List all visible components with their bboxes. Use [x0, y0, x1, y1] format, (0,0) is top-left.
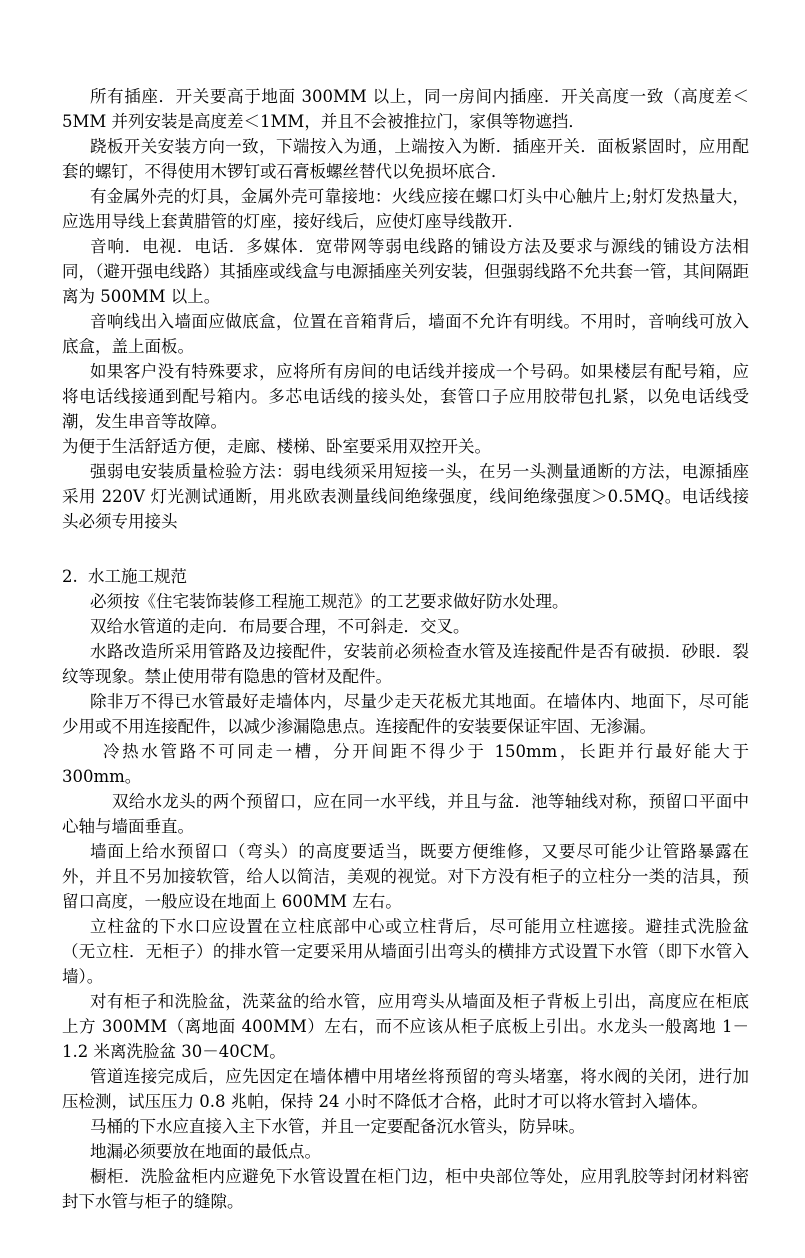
paragraph: 管道连接完成后，应先因定在墙体槽中用堵丝将预留的弯头堵塞，将水阀的关闭，进行加压检测，试压压力 0.8 兆帕，保持 24 小时不降低才合格，此时才可以将水管封入墙体。 — [62, 1067, 749, 1111]
paragraph: 必须按《住宅装饰装修工程施工规范》的工艺要求做好防水处理。 — [90, 592, 569, 611]
paragraph: 墙面上给水预留口（弯头）的高度要适当，既要方便维修，又要尽可能少让管路暴露在外，并且不另加接软管，给人以简洁，美观的视觉。对下方没有柜子的立柱分一类的洁具，预留口高度，一般应设在地面上 600MM 左右。 — [62, 842, 749, 911]
paragraph: 双给水管道的走向．布局要合理，不可斜走．交叉。 — [90, 617, 470, 636]
paragraph: 除非万不得已水管最好走墙体内，尽量少走天花板尤其地面。在墙体内、地面下，尽可能少用或不用连接配件，以减少渗漏隐患点。连接配件的安装要保证牢固、无渗漏。 — [62, 692, 749, 736]
section-number: 2. — [62, 567, 78, 586]
section-heading — [62, 564, 749, 589]
paragraph: 为便于生活舒适方便，走廊、楼梯、卧室要采用双控开关。 — [62, 437, 491, 456]
paragraph: 音响．电视．电话．多媒体．宽带网等弱电线路的铺设方法及要求与源线的铺设方法相同，（避开强电线路）其插座或线盒与电源插座关列安装，但强弱线路不允共套一管，其间隔距离为 500MM 以上。 — [62, 237, 749, 306]
paragraph: 有金属外壳的灯具，金属外壳可靠接地：火线应接在螺口灯头中心触片上;射灯发热量大，应选用导线上套黄腊管的灯座，接好线后，应使灯座导线散开． — [62, 187, 749, 231]
paragraph: 水路改造所采用管路及边接配件，安装前必须检查水管及连接配件是否有破损．砂眼．裂纹等现象。禁止使用带有隐患的管材及配件。 — [62, 642, 749, 686]
paragraph: 双给水龙头的两个预留口，应在同一水平线，并且与盆．池等轴线对称，预留口平面中心轴与墙面垂直。 — [62, 792, 749, 836]
paragraph: 地漏必须要放在地面的最低点。 — [90, 1142, 321, 1161]
paragraph: 强弱电安装质量检验方法：弱电线须采用短接一头，在另一头测量通断的方法，电源插座采用 220V 灯光测试通断，用兆欧表测量线间绝缘强度，线间绝缘强度＞0.5MQ。电话线接头必须专用接头 — [62, 462, 749, 531]
paragraph: 音响线出入墙面应做底盒，位置在音箱背后，墙面不允许有明线。不用时，音响线可放入底盒，盖上面板。 — [62, 312, 749, 356]
paragraph: 跷板开关安装方向一致，下端按入为通，上端按入为断．插座开关．面板紧固时，应用配套的螺钉，不得使用木锣钉或石膏板螺丝替代以免损坏底合． — [62, 137, 749, 181]
paragraph: 所有插座．开关要高于地面 300MM 以上，同一房间内插座．开关高度一致（高度差＜5MM 并列安装是高度差＜1MM，并且不会被推拉门，家俱等物遮挡． — [62, 87, 749, 131]
paragraph: 冷热水管路不可同走一槽，分开间距不得少于 150mm，长距并行最好能大于 300mm。 — [62, 742, 749, 786]
paragraph: 如果客户没有特殊要求，应将所有房间的电话线并接成一个号码。如果楼层有配号箱，应将电话线接通到配号箱内。多芯电话线的接头处，套管口子应用胶带包扎紧，以免电话线受潮，发生串音等故障。 — [62, 362, 749, 431]
paragraph: 立柱盆的下水口应设置在立柱底部中心或立柱背后，尽可能用立柱遮接。避挂式洗脸盆（无立柱．无柜子）的排水管一定要采用从墙面引出弯头的横排方式设置下水管（即下水管入墙）。 — [62, 917, 749, 986]
section-title: 水工施工规范 — [88, 567, 187, 586]
paragraph: 马桶的下水应直接入主下水管，并且一定要配备沉水管头，防异味。 — [90, 1117, 585, 1136]
paragraph: 橱柜．洗脸盆柜内应避免下水管设置在柜门边，柜中央部位等处，应用乳胶等封闭材料密封下水管与柜子的缝隙。 — [62, 1167, 749, 1211]
paragraph: 对有柜子和洗脸盆，洗菜盆的给水管，应用弯头从墙面及柜子背板上引出，高度应在柜底上方 300MM（离地面 400MM）左右，而不应该从柜子底板上引出。水龙头一般离地 1－1.2 米离洗脸盆 30－40CM。 — [62, 992, 749, 1061]
